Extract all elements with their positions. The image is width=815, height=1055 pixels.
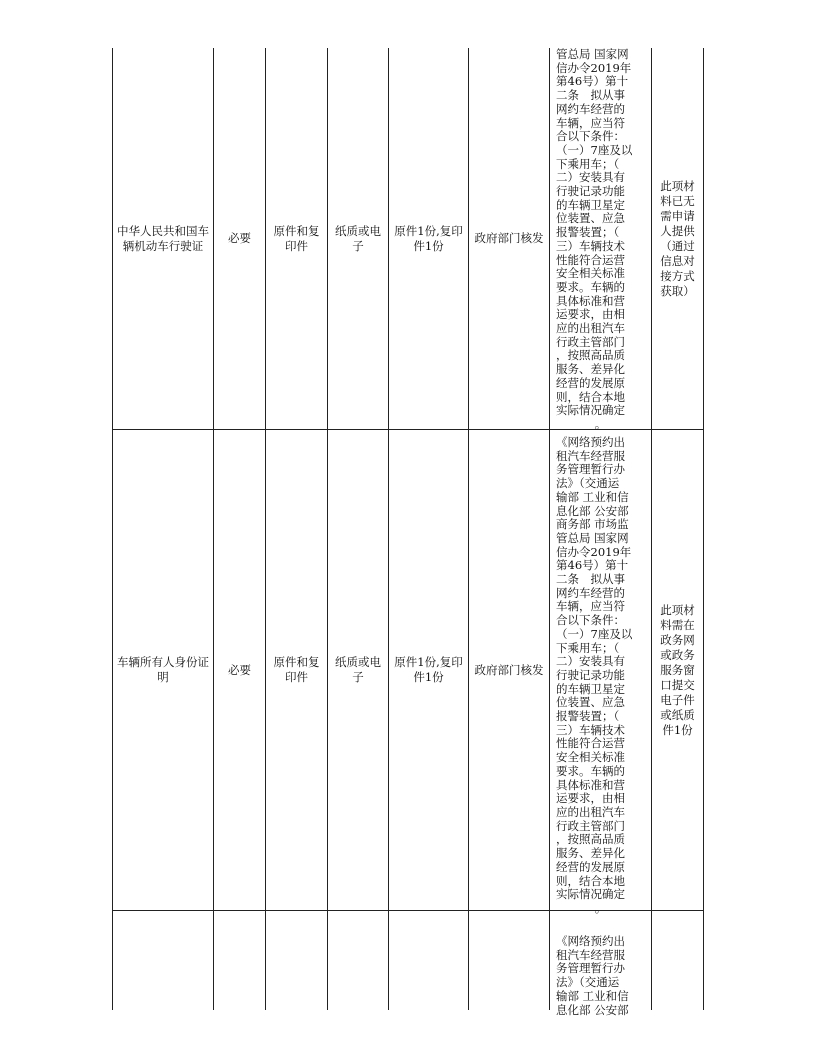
legal-basis-line: 运要求，由相 — [556, 307, 625, 322]
legal-basis-line: 二）安装具有 — [556, 654, 625, 669]
legal-basis-line: （一）7座及以 — [556, 142, 633, 157]
legal-basis-line: 第46号）第十 — [556, 558, 629, 573]
legal-basis-line: 应的出租汽车 — [556, 804, 625, 819]
required-cell: 必要 — [228, 231, 251, 245]
legal-basis-line: 经营的发展原 — [556, 859, 625, 874]
legal-basis-line: 息化部 公安部 — [556, 503, 629, 518]
legal-basis-line: ，按照高品质 — [556, 832, 625, 847]
legal-basis-line: 网约车经营的 — [556, 101, 625, 116]
legal-basis-line: 服务、差异化 — [556, 846, 625, 861]
legal-basis-text — [556, 48, 645, 432]
legal-basis-line: 合以下条件： — [556, 129, 625, 144]
legal-basis-line: 行政主管部门 — [556, 334, 625, 349]
legal-basis-line: 三）车辆技术 — [556, 238, 625, 253]
legal-basis-line: 租汽车经营服 — [556, 448, 625, 463]
legal-basis-line: 报警装置；（ — [556, 225, 620, 240]
legal-basis-line: 第46号）第十 — [556, 74, 629, 89]
legal-basis-line: 性能符合运营 — [556, 252, 625, 267]
note-cell: 此项材料已无需申请人提供（通过信息对接方式获取） — [660, 178, 695, 298]
legal-basis-line: 网约车经营的 — [556, 585, 625, 600]
legal-basis-line: 位装置、应急 — [556, 211, 625, 226]
legal-basis-line: 信办令2019年 — [556, 60, 632, 75]
note-cell: 此项材料需在政务网或政务服务窗口提交电子件或纸质件1份 — [660, 602, 695, 737]
legal-basis-line: 《网络预约出 — [556, 435, 625, 449]
legal-basis-line: 《网络预约出 — [556, 934, 625, 948]
legal-basis-line: 下乘用车；（ — [556, 156, 620, 171]
legal-basis-line: 要求。车辆的 — [556, 279, 625, 294]
legal-basis-cell — [550, 48, 651, 429]
quantity-cell: 原件1份,复印件1份 — [394, 223, 463, 253]
legal-basis-line: 管总局 国家网 — [556, 47, 629, 61]
legal-basis-line: 信办令2019年 — [556, 544, 632, 559]
materials-table — [112, 47, 704, 1017]
legal-basis-line: 应的出租汽车 — [556, 321, 625, 336]
legal-basis-text — [556, 436, 645, 916]
legal-basis-line: 经营的发展原 — [556, 375, 625, 390]
legal-basis-line: 行驶记录功能 — [556, 667, 625, 682]
form-cell: 原件和复印件 — [273, 223, 320, 253]
material-name-cell: 车辆所有人身份证明 — [117, 655, 209, 684]
legal-basis-line: 车辆，应当符 — [556, 599, 625, 614]
legal-basis-line: 则，结合本地 — [556, 873, 625, 888]
form-cell: 原件和复印件 — [273, 655, 320, 684]
legal-basis-line: 息化部 公安部 — [556, 1002, 629, 1017]
legal-basis-line: 实际情况确定 — [556, 887, 625, 902]
legal-basis-line: 三）车辆技术 — [556, 722, 625, 737]
legal-basis-line: 法》（交通运 — [556, 975, 620, 990]
legal-basis-line: 安全相关标准 — [556, 750, 625, 765]
legal-basis-line: ，按照高品质 — [556, 348, 625, 363]
legal-basis-line: 行政主管部门 — [556, 818, 625, 833]
legal-basis-line: 。 — [594, 900, 607, 915]
legal-basis-line: 务管理暂行办 — [556, 462, 625, 477]
legal-basis-line: 的车辆卫星定 — [556, 197, 625, 212]
legal-basis-line: 租汽车经营服 — [556, 947, 625, 962]
legal-basis-line: 位装置、应急 — [556, 695, 625, 710]
legal-basis-line: 务管理暂行办 — [556, 961, 625, 976]
legal-basis-line: 实际情况确定 — [556, 403, 625, 418]
legal-basis-line: 运要求，由相 — [556, 791, 625, 806]
legal-basis-line: 服务、差异化 — [556, 362, 625, 377]
material-name-cell: 中华人民共和国车辆机动车行驶证 — [117, 223, 209, 253]
grid-line — [703, 48, 704, 1010]
legal-basis-line: 二条 拟从事 — [556, 572, 625, 587]
medium-cell: 纸质或电子 — [335, 655, 381, 684]
medium-cell: 纸质或电子 — [335, 223, 381, 253]
legal-basis-line: 车辆，应当符 — [556, 115, 625, 130]
legal-basis-line: 二）安装具有 — [556, 170, 625, 185]
legal-basis-line: 安全相关标准 — [556, 266, 625, 281]
legal-basis-line: 则，结合本地 — [556, 389, 625, 404]
quantity-cell: 原件1份,复印件1份 — [394, 655, 463, 684]
legal-basis-line: 报警装置；（ — [556, 709, 620, 724]
legal-basis-line: 二条 拟从事 — [556, 88, 625, 103]
legal-basis-line: 要求。车辆的 — [556, 763, 625, 778]
legal-basis-line: 具体标准和营 — [556, 293, 625, 308]
legal-basis-cell — [550, 911, 651, 1017]
legal-basis-line: 具体标准和营 — [556, 777, 625, 792]
source-cell: 政府部门核发 — [474, 662, 544, 677]
legal-basis-text — [556, 935, 645, 1017]
legal-basis-line: 行驶记录功能 — [556, 184, 625, 199]
legal-basis-line: 输部 工业和信 — [556, 489, 629, 504]
legal-basis-line: 管总局 国家网 — [556, 530, 629, 545]
legal-basis-line: 输部 工业和信 — [556, 988, 629, 1003]
source-cell: 政府部门核发 — [474, 231, 544, 245]
legal-basis-line: 性能符合运营 — [556, 736, 625, 751]
legal-basis-line: 的车辆卫星定 — [556, 681, 625, 696]
legal-basis-line: 下乘用车；（ — [556, 640, 620, 655]
legal-basis-line: 法》（交通运 — [556, 476, 620, 491]
legal-basis-line: （一）7座及以 — [556, 626, 633, 641]
legal-basis-cell — [550, 430, 651, 915]
required-cell: 必要 — [228, 662, 251, 677]
legal-basis-line: 。 — [594, 416, 607, 431]
legal-basis-line: 商务部 市场监 — [556, 517, 629, 532]
legal-basis-line: 合以下条件： — [556, 613, 625, 628]
